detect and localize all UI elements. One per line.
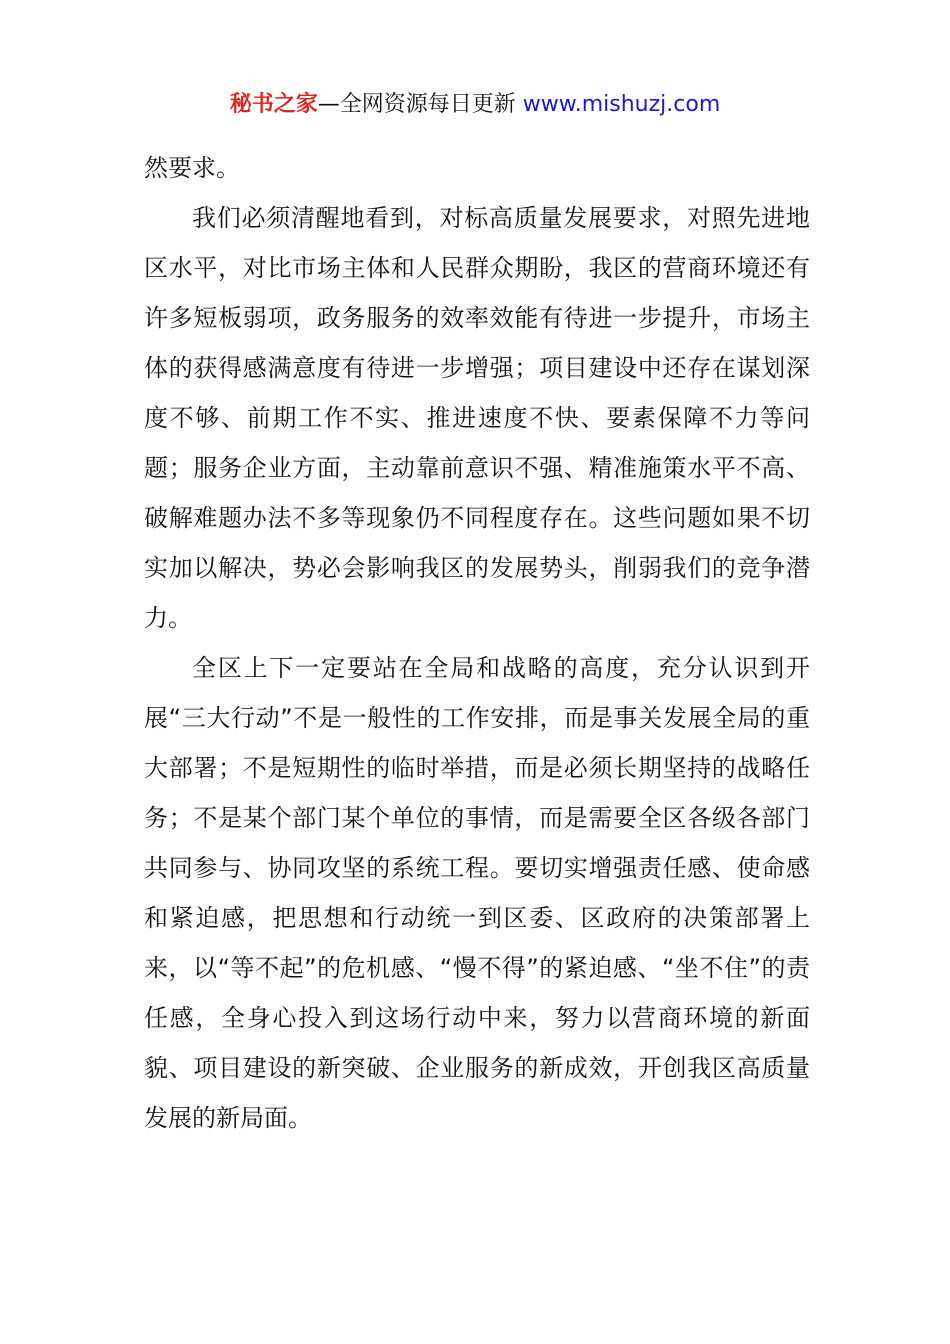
paragraph: 全区上下一定要站在全局和战略的高度，充分认识到开展“三大行动”不是一般性的工作安排，而是事关发展全局的重大部署；不是短期性的临时举措，而是必须长期坚持的战略任务；不是某个部门某个单位的事情，而是需要全区各级各部门共同参与、协同攻坚的系统工程。要切实增强责任感、使命感和紧迫感，把思想和行动统一到区委、区政府的决策部署上来，以“等不起”的危机感、“慢不得”的紧迫感、“坐不住”的责任感，全身心投入到这场行动中来，努力以营商环境的新面貌、项目建设的新突破、企业服务的新成效，开创我区高质量发展的新局面。 bbox=[144, 654, 810, 1132]
site-url-link[interactable]: www.mishuzj.com bbox=[522, 92, 721, 117]
header-tagline: —全网资源每日更新 bbox=[317, 92, 523, 117]
paragraph: 我们必须清醒地看到，对标高质量发展要求，对照先进地区水平，对比市场主体和人民群众期盼，我区的营商环境还有许多短板弱项，政务服务的效率效能有待进一步提升，市场主体的获得感满意度有待进一步增强；项目建设中还存在谋划深度不够、前期工作不实、推进速度不快、要素保障不力等问题；服务企业方面，主动靠前意识不强、精准施策水平不高、破解难题办法不多等现象仍不同程度存在。这些问题如果不切实加以解决，势必会影响我区的发展势头，削弱我们的竞争潜力。 bbox=[144, 204, 810, 632]
paragraph-continuation: 然要求。 bbox=[144, 154, 240, 182]
page-header bbox=[0, 88, 950, 122]
brand-name: 秘书之家 bbox=[229, 92, 318, 117]
document-body bbox=[144, 143, 810, 1143]
